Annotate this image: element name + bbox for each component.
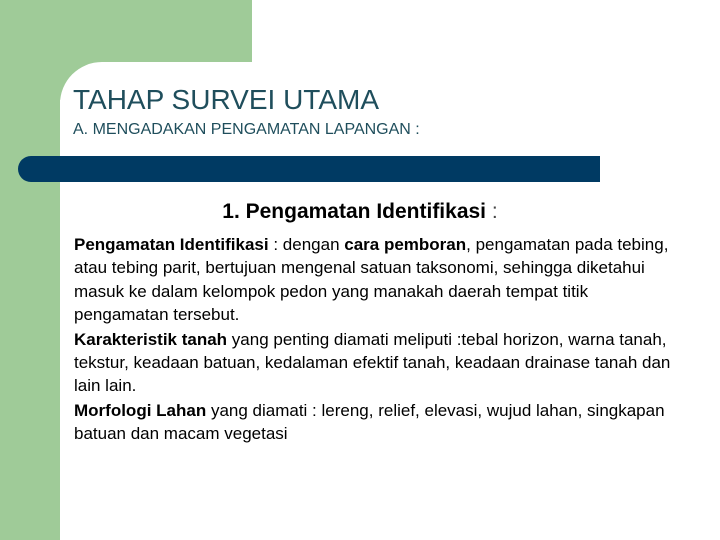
slide-title: TAHAP SURVEI UTAMA: [73, 84, 379, 115]
term-cara-pemboran: cara pemboran: [344, 235, 467, 254]
paragraph-identifikasi-mid: : dengan: [268, 235, 345, 254]
paragraph-identifikasi: [74, 233, 674, 327]
paragraph-karakteristik: [74, 328, 674, 398]
paragraph-karakteristik-rest: yang penting diamati meliputi :tebal horizon, warna tanah, tekstur, keadaan batuan, kedalaman efektif tanah, keadaan drainase tanah dan lain lain.: [74, 329, 671, 396]
paragraph-morfologi-rest: yang diamati : lereng, relief, elevasi, wujud lahan, singkapan batuan dan macam vegetasi: [74, 400, 665, 444]
term-identifikasi: Pengamatan Identifikasi: [74, 235, 269, 254]
term-morfologi: Morfologi Lahan: [74, 400, 207, 420]
term-karakteristik: Karakteristik tanah: [74, 329, 228, 349]
section-heading-text: 1. Pengamatan Identifikasi: [222, 200, 487, 223]
title-band: [18, 156, 600, 182]
section-heading-colon: :: [491, 200, 498, 223]
body-text: [74, 233, 674, 446]
paragraph-identifikasi-rest: , pengamatan pada tebing, atau tebing parit, bertujuan mengenal satuan taksonomi, sehingga diketahui masuk ke dalam kelompok pedon yang manakah daerah tempat titik pengamatan tersebut.: [74, 235, 669, 325]
section-heading: [0, 198, 720, 226]
paragraph-morfologi: [74, 399, 674, 446]
slide-subtitle: A. MENGADAKAN PENGAMATAN LAPANGAN :: [73, 121, 420, 138]
